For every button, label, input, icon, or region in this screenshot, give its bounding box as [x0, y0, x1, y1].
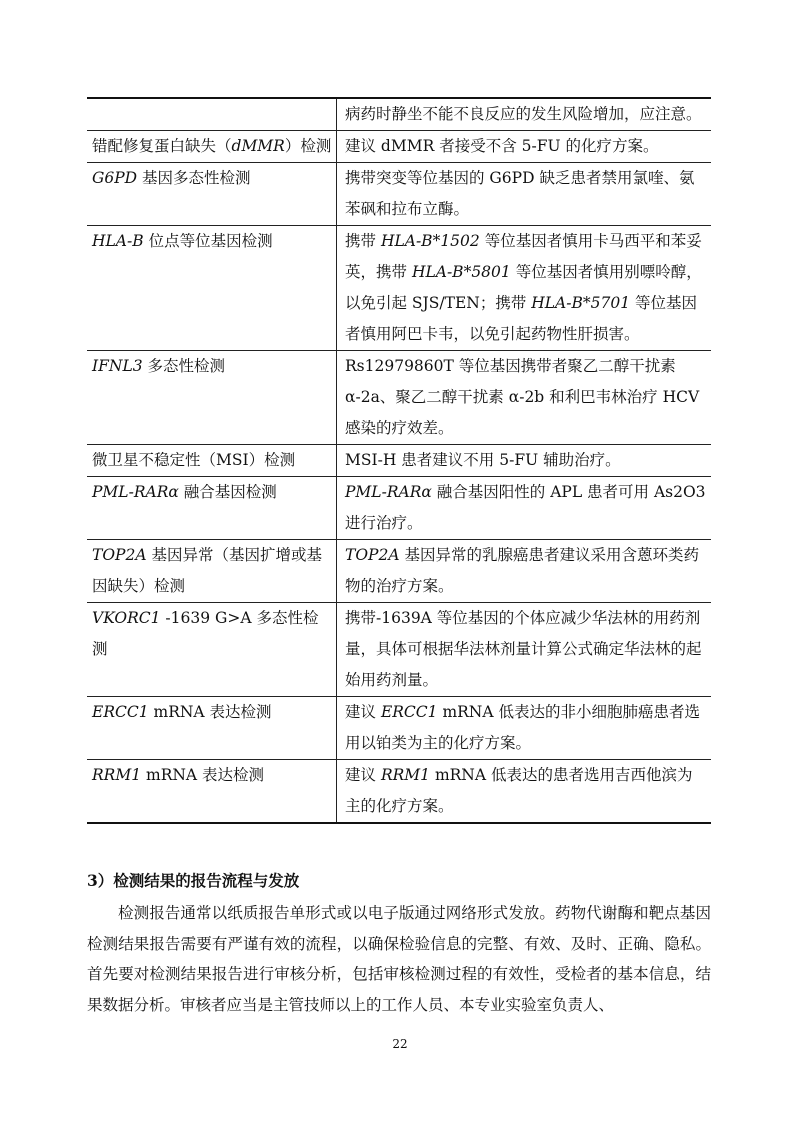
advice-cell [337, 760, 712, 824]
table-row [87, 760, 711, 824]
table-row [87, 540, 711, 603]
cell-text: mRNA 低表达的患者选用吉西他滨为主的化疗方案。 [345, 766, 693, 815]
test-name-cell [87, 163, 337, 226]
test-name-cell [87, 760, 337, 824]
cell-text: ）检测 [284, 137, 332, 155]
gene-name-text: PML-RARα [92, 483, 179, 501]
table-row [87, 351, 711, 445]
cell-text: 建议 dMMR 者接受不含 5-FU 的化疗方案。 [345, 137, 659, 155]
advice-cell [337, 697, 712, 760]
gene-name-text: dMMR [231, 137, 285, 155]
gene-name-text: PML-RARα [345, 483, 432, 501]
cell-text: MSI-H 患者建议不用 5-FU 辅助治疗。 [345, 451, 621, 469]
cell-text: mRNA 表达检测 [141, 766, 265, 784]
gene-name-text: HLA-B*5801 [411, 263, 511, 281]
cell-text: 建议 [345, 766, 381, 784]
test-name-cell [87, 98, 337, 131]
gene-name-text: HLA-B [92, 232, 144, 250]
cell-text: 融合基因检测 [178, 483, 277, 501]
cell-text: 携带 [345, 232, 381, 250]
table-row [87, 477, 711, 540]
gene-name-text: RRM1 [92, 766, 142, 784]
gene-test-table-body [87, 98, 711, 823]
cell-text: 等位基因者慎用别嘌呤醇，以免引起 SJS/TEN；携带 [345, 263, 702, 312]
gene-name-text: RRM1 [380, 766, 431, 784]
advice-cell [337, 351, 712, 445]
test-name-cell [87, 603, 337, 697]
cell-text: 错配修复蛋白缺失（ [92, 137, 232, 155]
table-row [87, 98, 711, 131]
cell-text: 融合基因阳性的 APL 患者可用 As2O3 进行治疗。 [345, 483, 706, 532]
advice-cell [337, 445, 712, 477]
cell-text: 建议 [345, 703, 381, 721]
test-name-cell [87, 540, 337, 603]
advice-cell [337, 226, 712, 351]
advice-cell [337, 477, 712, 540]
cell-text: mRNA 低表达的非小细胞肺癌患者选用以铂类为主的化疗方案。 [345, 703, 700, 752]
cell-text: 基因异常（基因扩增或基因缺失）检测 [92, 546, 322, 595]
table-row [87, 445, 711, 477]
table-row [87, 226, 711, 351]
cell-text: 微卫星不稳定性（MSI）检测 [92, 451, 296, 469]
gene-name-text: TOP2A [92, 546, 147, 564]
gene-name-text: ERCC1 [380, 703, 438, 721]
body-paragraph: 检测报告通常以纸质报告单形式或以电子版通过网络形式发放。药物代谢酶和靶点基因检测结果报告需要有严谨有效的流程，以确保检验信息的完整、有效、及时、正确、隐私。首先要对检测结果报告进行审核分析，包括审核检测过程的有效性，受检者的基本信息，结果数据分析。审核者应当是主管技师以上的工作人员、本专业实验室负责人、 [87, 904, 711, 1014]
gene-name-text: IFNL3 [92, 357, 143, 375]
test-name-cell [87, 131, 337, 163]
cell-text: 基因多态性检测 [137, 169, 251, 187]
cell-text: mRNA 表达检测 [148, 703, 272, 721]
cell-text: 病药时静坐不能不良反应的发生风险增加，应注意。 [345, 105, 702, 123]
section-heading: 3）检测结果的报告流程与发放 [87, 871, 300, 890]
gene-name-text: ERCC1 [92, 703, 149, 721]
cell-text: 位点等位基因检测 [143, 232, 273, 250]
test-name-cell [87, 697, 337, 760]
gene-name-text: TOP2A [345, 546, 400, 564]
gene-name-text: G6PD [92, 169, 138, 187]
cell-text: 携带-1639A 等位基因的个体应减少华法林的用药剂量，具体可根据华法林剂量计算公式确定华法林的起始用药剂量。 [345, 609, 702, 689]
advice-cell [337, 603, 712, 697]
advice-cell [337, 131, 712, 163]
cell-text: 基因异常的乳腺癌患者建议采用含蒽环类药物的治疗方案。 [345, 546, 699, 595]
table-row [87, 603, 711, 697]
table-row [87, 697, 711, 760]
table-row [87, 163, 711, 226]
advice-cell [337, 98, 712, 131]
cell-text: Rs12979860T 等位基因携带者聚乙二醇干扰素 α-2a、聚乙二醇干扰素 α-2b 和利巴韦林治疗 HCV 感染的疗效差。 [345, 357, 700, 437]
gene-name-text: HLA-B*1502 [380, 232, 480, 250]
cell-text: -1639 G>A 多态性检测 [92, 609, 319, 658]
cell-text: 等位基因者慎用卡马西平和苯妥英，携带 [345, 232, 702, 281]
test-name-cell [87, 226, 337, 351]
test-name-cell [87, 351, 337, 445]
table-row [87, 131, 711, 163]
gene-test-table [87, 97, 711, 824]
cell-text: 多态性检测 [142, 357, 226, 375]
gene-name-text: VKORC1 [92, 609, 161, 627]
cell-text: 等位基因者慎用阿巴卡韦，以免引起药物性肝损害。 [345, 294, 698, 343]
page-number: 22 [392, 1037, 408, 1051]
test-name-cell [87, 445, 337, 477]
test-name-cell [87, 477, 337, 540]
gene-name-text: HLA-B*5701 [531, 294, 631, 312]
advice-cell [337, 540, 712, 603]
cell-text: 携带突变等位基因的 G6PD 缺乏患者禁用氯喹、氨苯砜和拉布立酶。 [345, 169, 695, 218]
advice-cell [337, 163, 712, 226]
